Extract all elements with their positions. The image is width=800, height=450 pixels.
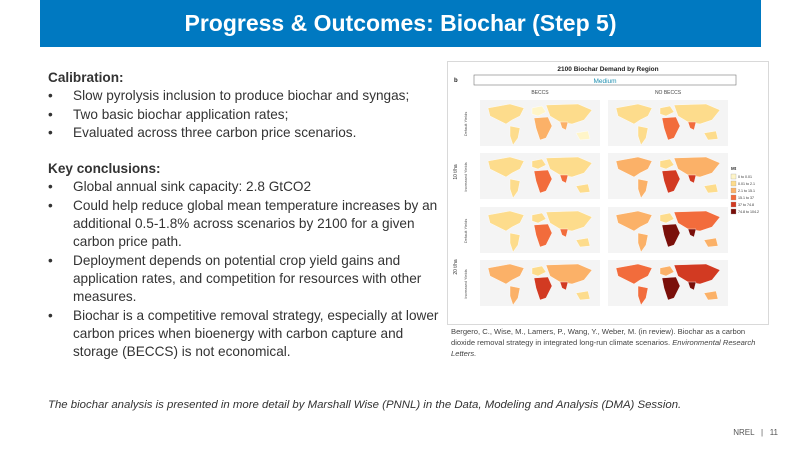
col-label-no-beccs: NO BECCS xyxy=(654,90,682,96)
rate-label-20: 20 t/ha xyxy=(453,259,459,275)
legend-label: 0 to 0.01 xyxy=(738,175,752,179)
figure-title: 2100 Biochar Demand by Region xyxy=(557,66,659,73)
row-label: Increased Yields xyxy=(463,162,468,192)
calibration-item: • Two basic biochar application rates; xyxy=(48,106,440,124)
demand-map xyxy=(608,100,728,146)
footer-org: NREL xyxy=(733,428,755,437)
legend-swatch xyxy=(731,181,736,186)
biochar-demand-figure xyxy=(447,61,769,325)
conclusion-item: • Global annual sink capacity: 2.8 GtCO2 xyxy=(48,178,440,196)
demand-map xyxy=(608,207,728,253)
footer-separator: | xyxy=(760,428,764,437)
title-bar xyxy=(40,0,761,47)
legend-swatch xyxy=(731,174,736,179)
row-label: Default Yields xyxy=(463,218,468,244)
row-label: Default Yields xyxy=(463,111,468,137)
legend-label: 2.1 to 15.1 xyxy=(738,189,755,193)
slide-title: Progress & Outcomes: Biochar (Step 5) xyxy=(184,10,617,36)
demand-map xyxy=(480,153,600,199)
demand-map xyxy=(608,153,728,199)
legend-swatch xyxy=(731,188,736,193)
conclusions-list xyxy=(48,178,440,361)
calibration-list xyxy=(48,87,440,142)
conclusions-heading: Key conclusions: xyxy=(48,161,161,177)
calibration-heading: Calibration: xyxy=(48,70,124,85)
conclusion-item: • Deployment depends on potential crop yield gains and application rates, and competition for resources with other measures. xyxy=(48,252,440,307)
col-label-beccs: BECCS xyxy=(531,90,549,96)
rate-label-10: 10 t/ha xyxy=(453,164,459,180)
legend-title: Mt xyxy=(731,166,737,171)
legend-label: 74.8 to 104.2 xyxy=(738,210,759,214)
caption-citation: Bergero, C., Wise, M., Lamers, P., Wang, Y., Weber, M. (in review). Biochar as a carbon dioxide removal strategy in integrated long-run climate scenarios. xyxy=(451,327,746,347)
footnote: The biochar analysis is presented in more detail by Marshall Wise (PNNL) in the Data, Modeling and Analysis (DMA) Session. xyxy=(48,399,682,411)
map-grid xyxy=(480,100,728,306)
conclusion-item: • Biochar is a competitive removal strategy, especially at lower carbon prices when bioenergy with carbon capture and storage (BECCS) is not economical. xyxy=(48,307,440,362)
demand-map xyxy=(480,260,600,306)
calibration-item: • Evaluated across three carbon price scenarios. xyxy=(48,124,440,142)
demand-map xyxy=(480,100,600,146)
demand-map xyxy=(608,260,728,306)
panel-label: b xyxy=(454,78,458,84)
legend-swatch xyxy=(731,195,736,200)
footer xyxy=(733,428,778,437)
page-number: 11 xyxy=(769,428,778,437)
conclusion-item: • Could help reduce global mean temperature increases by an additional 0.5-1.8% across scenarios by 2100 for a given carbon price path. xyxy=(48,197,440,252)
legend-label: 0.01 to 2.1 xyxy=(738,182,755,186)
scenario-label: Medium xyxy=(593,78,617,85)
text-column xyxy=(48,69,440,361)
caption-journal: Environmental Research Letters. xyxy=(451,337,756,358)
legend-label: 37 to 74.8 xyxy=(738,203,754,207)
legend-swatch xyxy=(731,202,736,207)
legend xyxy=(731,174,759,214)
calibration-item: • Slow pyrolysis inclusion to produce biochar and syngas; xyxy=(48,87,440,105)
legend-swatch xyxy=(731,209,736,214)
demand-map xyxy=(480,207,600,253)
row-label: Increased Yields xyxy=(463,269,468,299)
legend-label: 15.1 to 37 xyxy=(738,196,754,200)
figure-caption xyxy=(451,327,771,359)
figure-svg xyxy=(448,62,768,324)
